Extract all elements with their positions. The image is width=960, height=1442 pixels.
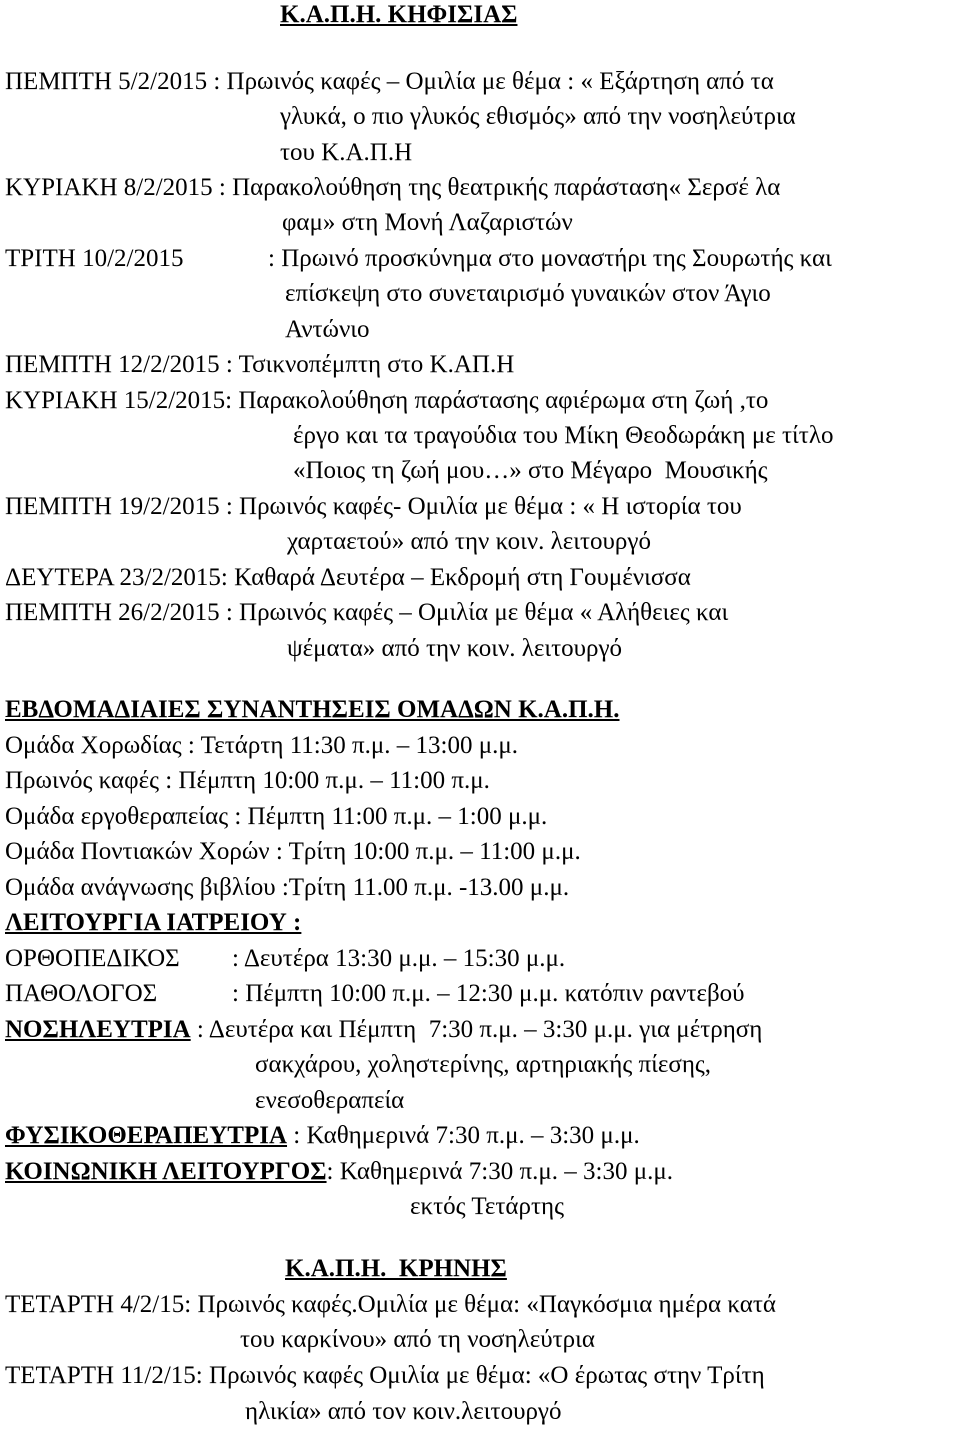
event-text: Τσικνοπέμπτη στο Κ.ΑΠ.Η	[238, 351, 515, 378]
event-date: ΤΡΙΤΗ 10/2/2015	[5, 245, 184, 272]
clinic-role: ΝΟΣΗΛΕΥΤΡΙΑ	[5, 1016, 191, 1043]
clinic-role: ΟΡΘΟΠΕΔΙΚΟΣ	[5, 945, 180, 972]
event-line	[5, 490, 742, 524]
event-text-continued: ψέματα» από την κοιν. λειτουργό	[287, 635, 623, 662]
event-text-continued: επίσκεψη στο συνεταιρισμό γυναικών στον Άγιο	[285, 280, 771, 307]
event-line	[5, 596, 728, 630]
clinic-line	[5, 1155, 673, 1189]
clinic-hours: : Καθημερινά 7:30 π.μ. – 3:30 μ.μ.	[326, 1158, 673, 1185]
event-line	[5, 65, 774, 99]
event-date: ΠΕΜΠΤΗ 19/2/2015 :	[5, 493, 233, 520]
event-text-continued: έργο και τα τραγούδια του Μίκη Θεοδωράκη με τίτλο	[293, 422, 834, 449]
event-date: ΤΕΤΑΡΤΗ 11/2/15:	[5, 1362, 203, 1389]
event-line	[5, 561, 691, 595]
event-date: ΚΥΡΙΑΚΗ 15/2/2015:	[5, 387, 233, 414]
event-text: Πρωινός καφές – Ομιλία με θέμα : « Εξάρτηση από τα	[226, 68, 774, 95]
event-text: : Πρωινό προσκύνημα στο μοναστήρι της Σουρωτής και	[268, 245, 832, 272]
clinic-line	[5, 1119, 640, 1153]
event-date: ΚΥΡΙΑΚΗ 8/2/2015 :	[5, 174, 226, 201]
clinic-hours-continued: ενεσοθεραπεία	[255, 1087, 405, 1114]
event-line	[5, 1288, 776, 1322]
section-title-krinis: Κ.Α.Π.Η. ΚΡΗΝΗΣ	[285, 1255, 507, 1282]
event-text: Παρακολούθηση της θεατρικής παράσταση« Σερσέ λα	[232, 174, 781, 201]
event-line	[5, 1359, 765, 1393]
weekly-item: Ομάδα εργοθεραπείας : Πέμπτη 11:00 π.μ. – 1:00 μ.μ.	[5, 803, 548, 830]
event-text-continued: γλυκά, ο πιο γλυκός εθισμός» από την νοσηλεύτρια	[280, 103, 796, 130]
event-text: Παρακολούθηση παράστασης αφιέρωμα στη ζωή ,το	[238, 387, 769, 414]
clinic-hours: : Πέμπτη 10:00 π.μ. – 12:30 μ.μ. κατόπιν ραντεβού	[232, 980, 745, 1007]
event-text-continued: φαμ» στη Μονή Λαζαριστών	[282, 209, 573, 236]
section-title-clinic: ΛΕΙΤΟΥΡΓΙΑ ΙΑΤΡΕΙΟΥ :	[5, 909, 302, 936]
event-text: Καθαρά Δευτέρα – Εκδρομή στη Γουμένισσα	[234, 564, 691, 591]
clinic-hours: : Δευτέρα και Πέμπτη 7:30 π.μ. – 3:30 μ.μ. για μέτρηση	[190, 1016, 763, 1043]
event-text: Πρωινός καφές- Ομιλία με θέμα : « Η ιστορία του	[239, 493, 742, 520]
weekly-item: Ομάδα Χορωδίας : Τετάρτη 11:30 π.μ. – 13:00 μ.μ.	[5, 732, 519, 759]
section-title-kifisias: Κ.Α.Π.Η. ΚΗΦΙΣΙΑΣ	[280, 1, 518, 28]
event-line	[5, 348, 514, 382]
clinic-hours-continued: εκτός Τετάρτης	[410, 1193, 565, 1220]
event-date: ΠΕΜΠΤΗ 12/2/2015 :	[5, 351, 233, 378]
section-title-weekly: ΕΒΔΟΜΑΔΙΑΙΕΣ ΣΥΝΑΝΤΗΣΕΙΣ ΟΜΑΔΩΝ Κ.Α.Π.Η.	[5, 696, 620, 723]
event-line	[5, 171, 780, 205]
event-text-continued: του Κ.Α.Π.Η	[280, 139, 413, 166]
event-date: ΠΕΜΠΤΗ 5/2/2015 :	[5, 68, 221, 95]
clinic-line	[5, 1013, 762, 1047]
event-text: Πρωινός καφές Ομιλία με θέμα: «Ο έρωτας στην Τρίτη	[209, 1362, 765, 1389]
event-text: Πρωινός καφές.Ομιλία με θέμα: «Παγκόσμια ημέρα κατά	[197, 1291, 776, 1318]
clinic-role: ΠΑΘΟΛΟΓΟΣ	[5, 980, 158, 1007]
event-date: ΠΕΜΠΤΗ 26/2/2015 :	[5, 599, 233, 626]
event-text-continued: του καρκίνου» από τη νοσηλεύτρια	[240, 1326, 595, 1353]
event-text-continued: «Ποιος τη ζωή μου…» στο Μέγαρο Μουσικής	[293, 457, 768, 484]
event-date: ΔΕΥΤΕΡΑ 23/2/2015:	[5, 564, 228, 591]
event-text: Πρωινός καφές – Ομιλία με θέμα « Αλήθειες και	[239, 599, 729, 626]
clinic-role: ΦΥΣΙΚΟΘΕΡΑΠΕΥΤΡΙΑ	[5, 1122, 288, 1149]
event-text-continued: ηλικία» από τον κοιν.λειτουργό	[245, 1398, 562, 1425]
event-text-continued: χαρταετού» από την κοιν. λειτουργό	[287, 528, 651, 555]
clinic-hours: : Καθημερινά 7:30 π.μ. – 3:30 μ.μ.	[287, 1122, 640, 1149]
event-date: ΤΕΤΑΡΤΗ 4/2/15:	[5, 1291, 192, 1318]
clinic-hours-continued: σακχάρου, χοληστερίνης, αρτηριακής πίεσης,	[255, 1051, 712, 1078]
weekly-item: Πρωινός καφές : Πέμπτη 10:00 π.μ. – 11:00 π.μ.	[5, 767, 490, 794]
weekly-item: Ομάδα Ποντιακών Χορών : Τρίτη 10:00 π.μ. – 11:00 μ.μ.	[5, 838, 581, 865]
clinic-role: ΚΟΙΝΩΝΙΚΗ ΛΕΙΤΟΥΡΓΟΣ	[5, 1158, 327, 1185]
event-text-continued: Αντώνιο	[285, 316, 370, 343]
event-line	[5, 384, 768, 418]
clinic-hours: : Δευτέρα 13:30 μ.μ. – 15:30 μ.μ.	[232, 945, 566, 972]
weekly-item: Ομάδα ανάγνωσης βιβλίου :Τρίτη 11.00 π.μ. -13.00 μ.μ.	[5, 874, 570, 901]
